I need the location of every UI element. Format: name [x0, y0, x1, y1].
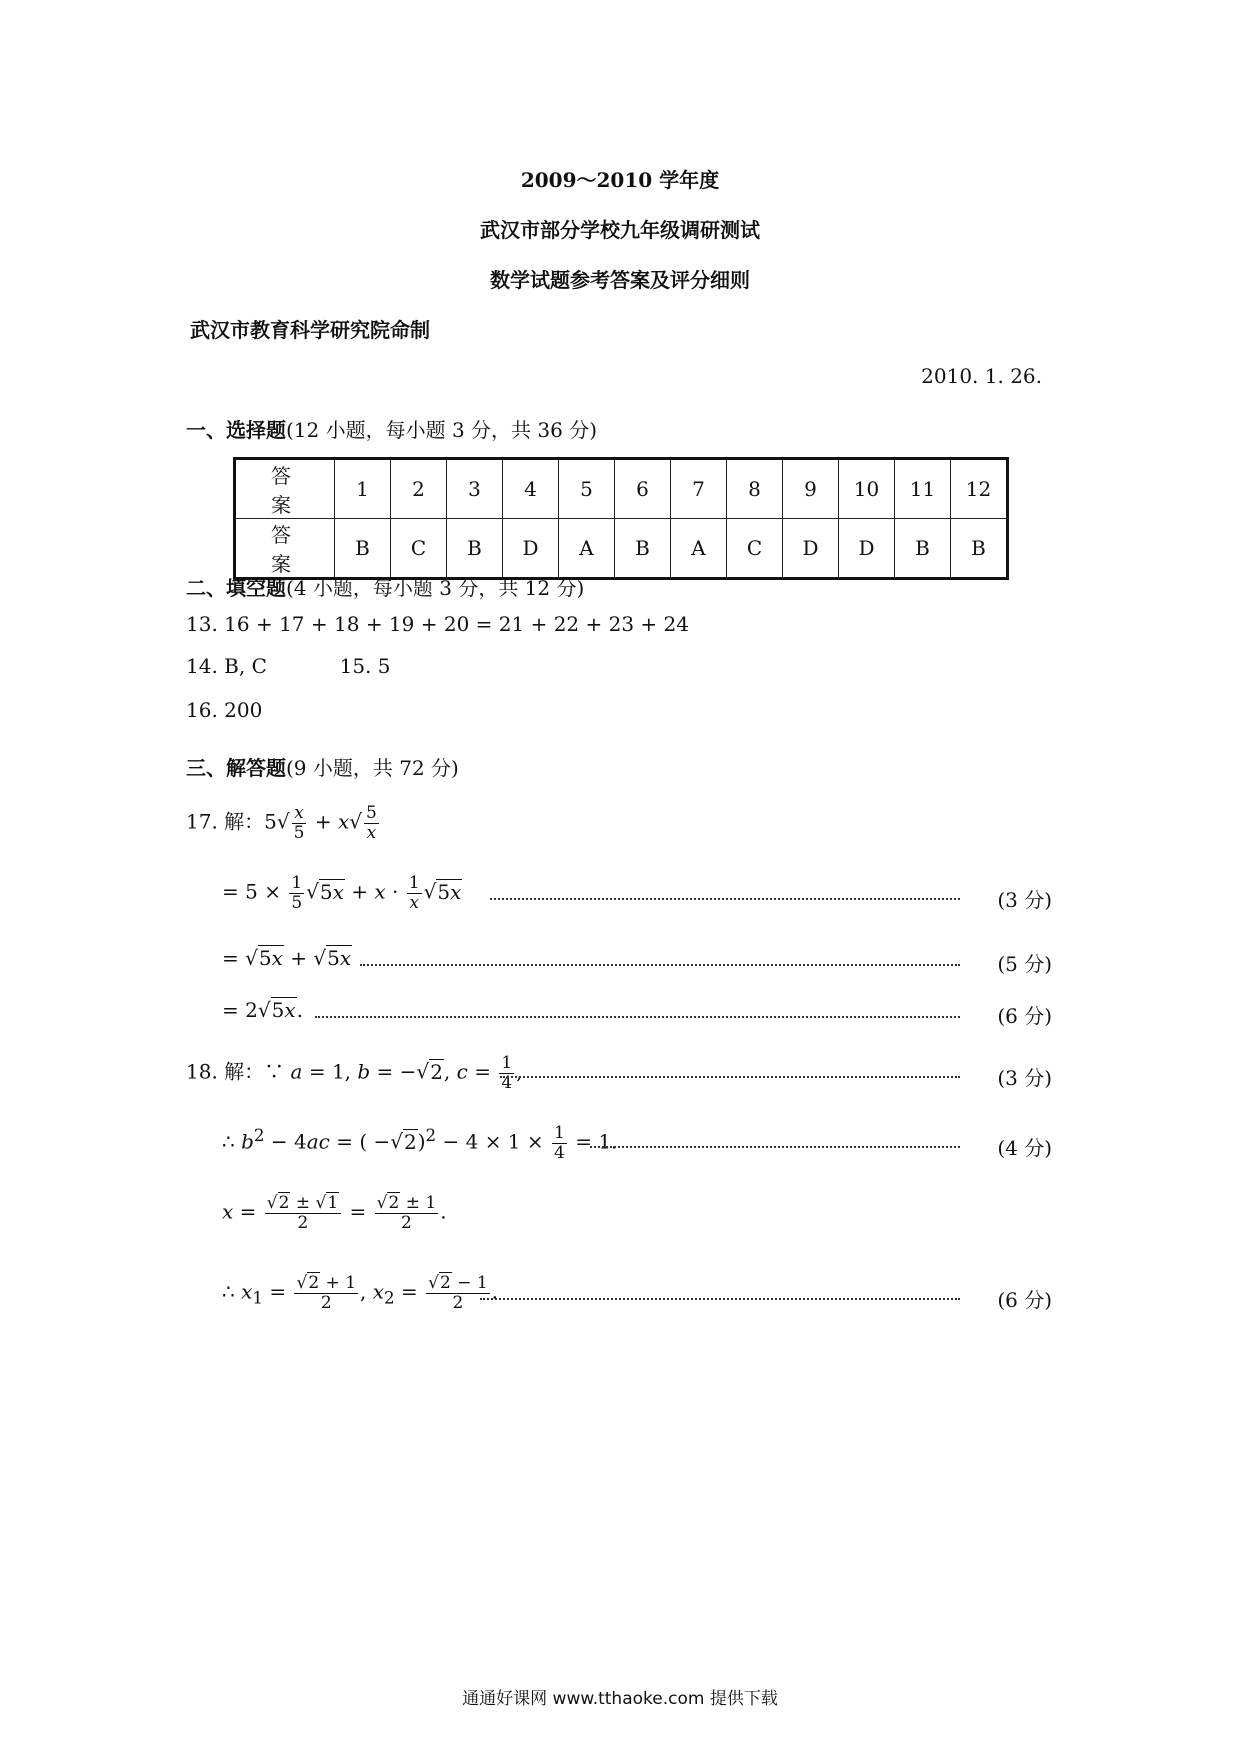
question-number-cell: 3	[447, 459, 503, 519]
issue-date: 2010. 1. 26.	[921, 364, 1042, 388]
q17-score-2: (5 分)	[997, 952, 1052, 976]
leader-dots	[490, 898, 960, 900]
answer-cell: A	[559, 519, 615, 579]
answer-cell: A	[671, 519, 727, 579]
answer-cell: B	[951, 519, 1008, 579]
section-1-note: (12 小题，每小题 3 分，共 36 分)	[286, 418, 598, 442]
q18-step-4: ∴ $x_1$ = $\frac{√2 + 1}{2}$ , $x_2$ = $\frac{√2 - 1}{2}$ . (6 分)	[222, 1273, 1052, 1313]
answer-cell: D	[503, 519, 559, 579]
document-title: 数学试题参考答案及评分细则	[490, 268, 750, 292]
q18-step-1: 18. 解：∵ a = 1, b = −√2, c = $\frac{1}{4}$ , (3 分)	[186, 1053, 1052, 1093]
answer-cell: B	[447, 519, 503, 579]
answer-15: 15. 5	[339, 654, 391, 678]
section-2-heading	[186, 572, 584, 601]
academic-year: 2009～2010 学年度	[520, 168, 720, 192]
section-3-heading	[186, 752, 459, 781]
q18-score-1: (3 分)	[997, 1066, 1052, 1090]
q18-label: 18. 解：	[186, 1059, 265, 1084]
issuing-organization: 武汉市教育科学研究院命制	[190, 318, 430, 342]
answer-cell: C	[391, 519, 447, 579]
q17-score-1: (3 分)	[997, 888, 1052, 912]
q18-step-2: ∴ $b^2 - 4ac$ = ( −√2)$^2$ − 4 × 1 × $\frac{1}{4}$ = 1. (4 分)	[222, 1123, 1052, 1163]
q18-score-2: (4 分)	[997, 1136, 1052, 1160]
multiple-choice-answer-table	[233, 457, 1009, 580]
q17-label: 17. 解：	[186, 809, 265, 834]
leader-dots	[590, 1146, 960, 1148]
question-number-cell: 8	[727, 459, 783, 519]
leader-dots	[360, 964, 960, 966]
question-number-cell: 4	[503, 459, 559, 519]
section-2-note: (4 小题，每小题 3 分，共 12 分)	[286, 576, 585, 600]
row-label: 答 案	[235, 519, 335, 579]
section-1-title: 一、选择题	[186, 418, 286, 442]
leader-dots	[500, 1076, 960, 1078]
answer-cell: D	[839, 519, 895, 579]
q18-score-3: (6 分)	[997, 1288, 1052, 1312]
question-number-cell: 1	[335, 459, 391, 519]
section-3-note: (9 小题，共 72 分)	[286, 756, 459, 780]
section-1-heading	[186, 414, 597, 443]
answer-cell: B	[615, 519, 671, 579]
answer-cell: D	[783, 519, 839, 579]
table-row-numbers	[235, 459, 1008, 519]
q17-problem: 17. 解：5√ $\frac{x}{5}$ + x√ $\frac{5}{x}$	[186, 803, 377, 843]
question-number-cell: 11	[895, 459, 951, 519]
answer-13: 13. 16 + 17 + 18 + 19 + 20 = 21 + 22 + 23 + 24	[186, 612, 689, 636]
answer-16: 16. 200	[186, 698, 263, 722]
exam-name: 武汉市部分学校九年级调研测试	[480, 218, 760, 242]
question-number-cell: 5	[559, 459, 615, 519]
section-2-title: 二、填空题	[186, 576, 286, 600]
question-number-cell: 7	[671, 459, 727, 519]
answer-cell: C	[727, 519, 783, 579]
section-3-title: 三、解答题	[186, 756, 286, 780]
q17-score-3: (6 分)	[997, 1004, 1052, 1028]
q17-step-1: = 5 × $\frac{1}{5}$ √5x + x · $\frac{1}{x}$ √5x (3 分)	[222, 873, 1052, 913]
table-row-answers	[235, 519, 1008, 579]
footer-source: 通通好课网 www.tthaoke.com 提供下载	[462, 1689, 778, 1709]
question-number-cell: 12	[951, 459, 1008, 519]
row-label: 答 案	[235, 459, 335, 519]
answer-14: 14. B, C	[186, 654, 267, 678]
answer-14-15	[186, 654, 391, 678]
question-number-cell: 9	[783, 459, 839, 519]
question-number-cell: 6	[615, 459, 671, 519]
answer-cell: B	[895, 519, 951, 579]
leader-dots	[315, 1016, 960, 1018]
answer-cell: B	[335, 519, 391, 579]
q18-step-3: x = $\frac{√2 \pm √1}{2}$ = $\frac{√2 \pm 1}{2}$ .	[222, 1193, 447, 1233]
question-number-cell: 2	[391, 459, 447, 519]
q17-step-2: = √5x + √5x (5 分)	[222, 946, 1052, 976]
leader-dots	[480, 1298, 960, 1300]
q17-step-3: = 2√5x. (6 分)	[222, 998, 1052, 1028]
question-number-cell: 10	[839, 459, 895, 519]
